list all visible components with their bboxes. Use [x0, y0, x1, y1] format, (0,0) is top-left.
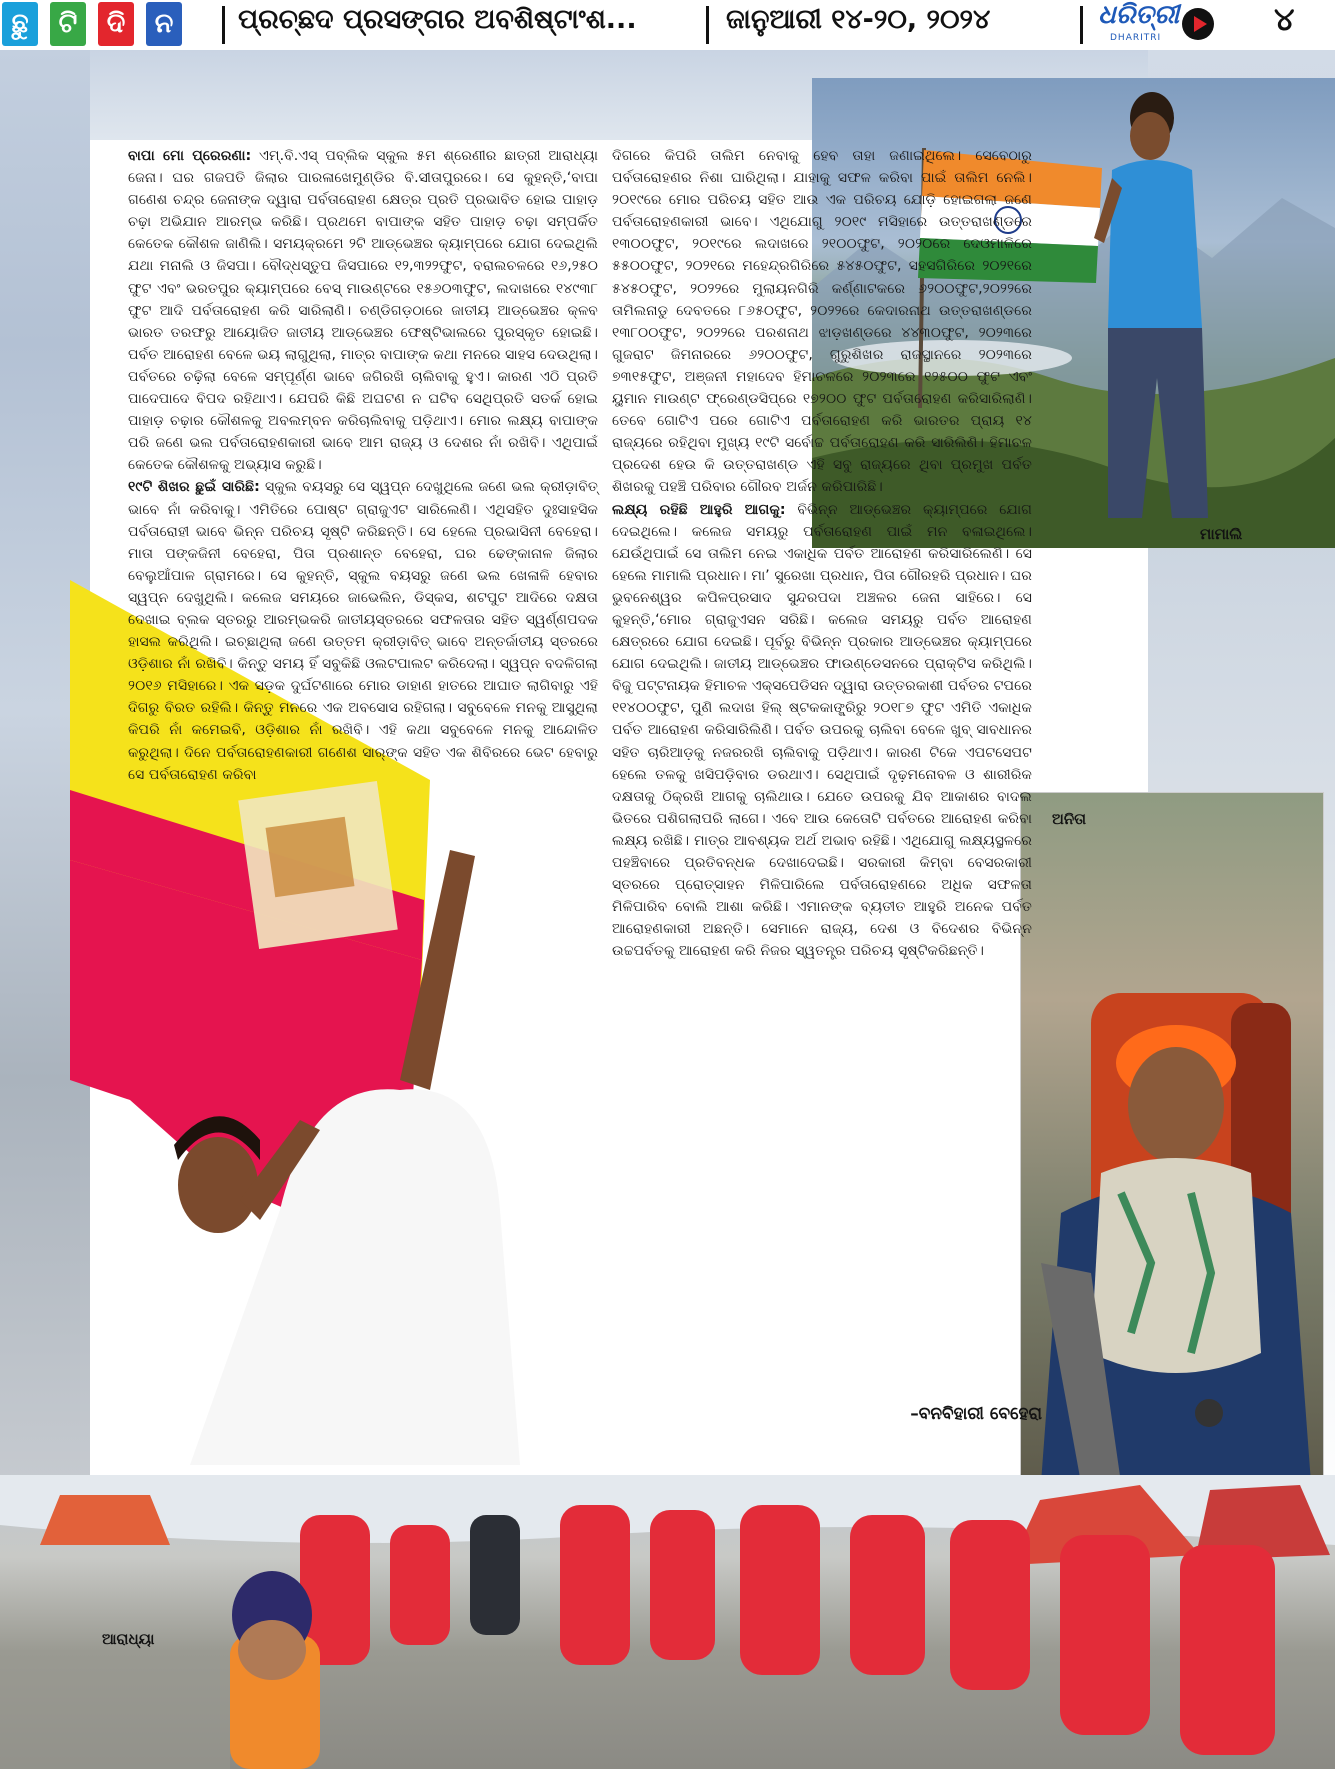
article-paragraph: [128, 145, 598, 476]
article-paragraph: [128, 476, 598, 785]
article-paragraph: [612, 499, 1032, 963]
subheading-goal-ahead: ଲକ୍ଷ୍ୟ ରହିଛି ଆହୁରି ଆଗକୁ:: [612, 501, 786, 518]
article-column-left: [128, 145, 598, 786]
masthead: [0, 0, 1335, 50]
brand-subtitle: DHARITRI: [1110, 33, 1162, 43]
article-body: [88, 145, 1148, 1475]
paragraph-text: ଦିଗରେ କିପରି ତାଲିମ ନେବାକୁ ହେବ ତାହା ଜଣାଇଥିଲେ। ସେବେଠାରୁ ପର୍ବତାରୋହଣର ନିଶା ଘାରିଥିଲା। ଯାହାକୁ ସଫଳ କରିବା ପାଇଁ ତାଲିମ ନେଲି। ୨୦୧୯ରେ ମୋର ପରିଚୟ ସହିତ ଆଉ ଏକ ପରିଚୟ ଯୋଡ଼ି ହୋଇଗଲା ଜଣେ ପର୍ବତାରୋହଣକାରୀ ଭାବେ। ଏଥିଯୋଗୁ ୨୦୧୯ ମସିହାରେ ଉତ୍ତରାଖଣ୍ଡରେ ୧୩୦୦ଫୁଟ, ୨୦୧୯ରେ ଲଦାଖରେ ୨୧୦୦ଫୁଟ, ୨୦୨୦ରେ ଦେଓମାଳିରେ ୫୫୦୦ଫୁଟ, ୨୦୨୧ରେ ମହେନ୍ଦ୍ରଗିରିରେ ୫୪୫୦ଫୁଟ, ସହସଗିରିରେ ୨୦୨୧ରେ ୫୪୫୦ଫୁଟ, ୨୦୨୨ରେ ମୁଲାୟନଗିରି କର୍ଣ୍ଣାଟକରେ ୬୨୦୦ଫୁଟ,୨୦୨୨ରେ ତାମିଲନାଡୁ ଦେବତରେ ୮୬୫୦ଫୁଟ, ୨୦୨୨ରେ କେଦାରନାଥ ଉତ୍ତରାଖଣ୍ଡରେ ୧୩୮୦୦ଫୁଟ, ୨୦୨୨ରେ ପରଶନାଥ ଝାଡ଼ଖଣ୍ଡରେ ୪୪୩୦ଫୁଟ, ୨୦୨୩ରେ ଗୁଜରାଟ ଜିମନାରରେ ୬୨୦୦ଫୁଟ, ଗୁରୁଶିଖର ରାଜସ୍ଥାନରେ ୨୦୨୩ରେ ୭୩୧୫ଫୁଟ, ଅଞ୍ଜନୀ ମହାଦେବ ହିମାଚଳରେ ୨୦୨୩ରେ ୧୨୫୦୦ ଫୁଟ ଏବଂ ୟୁମାନ ମାଉଣ୍ଟ ଫ୍ରେଣ୍ଡସିପ୍‌ରେ ୧୭୨୦୦ ଫୁଟ ପର୍ବତାରୋହଣ କରିସାରିଲାଣି। ତେବେ ଗୋଟିଏ ପରେ ଗୋଟିଏ ପର୍ବତାରୋହଣ କରି ଭାରତର ପ୍ରାୟ ୧୪ ରାଜ୍ୟରେ ରହିଥିବା ମୁଖ୍ୟ ୧୯ଟି ସର୍ବୋଚ୍ଚ ପର୍ବତାରୋହଣ କରି ସାରିଲିଣି। ହିମାଚଳ ପ୍ରଦେଶ ହେଉ କି ଉତ୍ତରାଖଣ୍ଡ ଏହି ସବୁ ରାଜ୍ୟରେ ଥିବା ପ୍ରମୁଖ ପର୍ବତ ଶିଖରକୁ ପହଞ୍ଚି ପରିବାର ଗୌରବ ଅର୍ଜନ କରିପାରିଛି।: [612, 148, 1032, 496]
logo-letter: ନ: [146, 2, 182, 46]
caption-mamali: ମାମାଲି: [1200, 525, 1243, 543]
logo-letter: ଦି: [98, 2, 134, 46]
byline: –ବନବିହାରୀ ବେହେରା: [910, 1404, 1042, 1424]
issue-date: ଜାନୁଆରୀ ୧୪-୨୦, ୨୦୨୪: [726, 4, 991, 35]
masthead-divider: [706, 6, 709, 44]
paragraph-text: ସ୍କୁଲ ବୟସରୁ ସେ ସ୍ୱପ୍ନ ଦେଖୁଥିଲେ ଜଣେ ଭଲ କ୍ରୀଡ଼ାବିତ୍‌ ଭାବେ ନାଁ କରିବାକୁ। ଏମିତିରେ ପୋଷ୍ଟ ଗ୍ରାଜୁଏଟ ସାରିଲେଣି। ଏଥିସହିତ ଦୁଃସାହସିକ ପର୍ବତାରୋହୀ ଭାବେ ଭିନ୍ନ ପରିଚୟ ସୃଷ୍ଟି କରିଛନ୍ତି। ସେ ହେଲେ ପ୍ରଭାସିନୀ ବେହେରା। ମାତା ପଙ୍କଜିନୀ ବେହେରା, ପିତା ପ୍ରଶାନ୍ତ ବେହେରା, ଘର ଢେଙ୍କାନାଳ ଜିଲାର ବେଲୁଆଁପାଳ ଗ୍ରାମରେ। ସେ କୁହନ୍ତି, ସ୍କୁଲ ବୟସରୁ ଜଣେ ଭଲ ଖେଳାଳି ହେବାର ସ୍ୱପ୍ନ ଦେଖୁଥିଲି। କଲେଜ ସମୟରେ ଜାଭେଲିନ, ଡିସ୍କସ, ଶଟପୁଟ ଆଦିରେ ଦକ୍ଷତା ଦେଖାଇ ବ୍ଲକ ସ୍ତରରୁ ଆରମ୍ଭକରି ଜାତୀୟସ୍ତରରେ ସଫଳତାର ସହିତ ସ୍ୱର୍ଣ୍ଣପଦକ ହାସଲ କରିଥିଲି। ଇଚ୍ଛାଥିଲା ଜଣେ ଉତ୍ତମ କ୍ରୀଡ଼ାବିତ୍‌ ଭାବେ ଅନ୍ତର୍ଜାତୀୟ ସ୍ତରରେ ଓଡ଼ିଶାର ନାଁ ରଖିବି। କିନ୍ତୁ ସମୟ ହିଁ ସବୁକିଛି ଓଲଟପାଲଟ କରିଦେଲା। ସ୍ୱପ୍ନ ବଦଳିଗଲା ୨୦୧୬ ମସିହାରେ। ଏକ ସଡ଼କ ଦୁର୍ଘଟଣାରେ ମୋର ଡାହାଣ ହାତରେ ଆଘାତ ଲାଗିବାରୁ ଏହି ଦିଗରୁ ବିରତ ରହିଲି। କିନ୍ତୁ ମନରେ ଏକ ଅବସୋସ ରହିଗଲା। ସବୁବେଳେ ମନକୁ ଆସୁଥିଲା କିପରି ନାଁ କମେଇବି, ଓଡ଼ିଶାର ନାଁ ରଖିବି। ଏହି କଥା ସବୁବେଳେ ମନକୁ ଆନ୍ଦୋଳିତ କରୁଥିଲା। ଦିନେ ପର୍ବତାରୋହଣକାରୀ ଗଣେଶ ସାର୍‌ଙ୍କ ସହିତ ଏକ ଶିବିରରେ ଭେଟ ହେବାରୁ ସେ ପର୍ବତାରୋହଣ କରିବା: [128, 479, 598, 783]
page-number: ୪: [1274, 0, 1295, 38]
paragraph-text: ବିଭିନ୍ନ ଆଡ୍‌ଭେଞ୍ଚର କ୍ୟାମ୍ପରେ ଯୋଗ ଦେଇଥିଲେ। କଲେଜ ସମୟରୁ ପର୍ବତାରୋହଣ ପାଇଁ ମନ ବଳାଇଥିଲେ। ଯେଉଁଥିପାଇଁ ସେ ତାଲିମ ନେଇ ଏକାଧିକ ପର୍ବତ ଆରୋହଣ କରିସାରିଲେଣି। ସେ ହେଲେ ମାମାଲି ପ୍ରଧାନ। ମା’ ସୁରେଖା ପ୍ରଧାନ, ପିତା ଗୌରହରି ପ୍ରଧାନ। ଘର ଭୁବନେଶ୍ୱର କପିଳପ୍ରସାଦ ସୁନ୍ଦରପଦା ଅଞ୍ଚଳର ଜେନା ସାହିରେ। ସେ କୁହନ୍ତି,‘ମୋର ଗ୍ରାଜୁଏସନ ସରିଛି। କଲେଜ ସମୟରୁ ପର୍ବତ ଆରୋହଣ କ୍ଷେତ୍ରରେ ଯୋଗ ଦେଇଛି। ପୂର୍ବରୁ ବିଭିନ୍ନ ପ୍ରକାର ଆଡ୍‌ଭେଞ୍ଚର କ୍ୟାମ୍ପରେ ଯୋଗ ଦେଇଥିଲି। ଜାତୀୟ ଆଡ୍‌ଭେଞ୍ଚର ଫାଉଣ୍ଡେସନରେ ପ୍ରାକ୍ଟିସ କରିଥିଲି। ବିଜୁ ପଟ୍ଟନାୟକ ହିମାଚଳ ଏକ୍ସପେଡିସନ ଦ୍ୱାରା ଉତ୍ତରକାଶୀ ପର୍ବତର ଟପରେ ୧୧୪୦୦ଫୁଟ, ପୁଣି ଲଦାଖ ହିଲ୍ ଷ୍ଟକକାଙ୍ଗ୍ରିରୁ ୨୦୧୮୭ ଫୁଟ ଏମିତି ଏକାଧିକ ପର୍ବତ ଆରୋହଣ କରିସାରିଲିଣି। ପର୍ବତ ଉପରକୁ ଚାଲିବା ବେଳେ ଖୁବ୍ ସାବଧାନର ସହିତ ଚାରିଆଡ଼କୁ ନଜରରଖି ଚାଲିବାକୁ ପଡ଼ିଥାଏ। କାରଣ ଟିକେ ଏପଟସେପଟ ହେଲେ ତଳକୁ ଖସିପଡ଼ିବାର ଡରଥାଏ। ସେଥିପାଇଁ ଦୃଢ଼ମନୋବଳ ଓ ଶାରୀରିକ ଦକ୍ଷତାକୁ ଠିକ୍‌ରଖି ଆଗକୁ ଚାଲିଥାଉ। ଯେତେ ଉପରକୁ ଯିବ ଆକାଶର ବାଦଲ ଭିତରେ ପଶିଗଲାପରି ଲାଗେ। ଏବେ ଆଉ କେତୋଟି ପର୍ବତରେ ଆରୋହଣ କରିବା ଲକ୍ଷ୍ୟ ରଖିଛି। ମାତ୍ର ଆବଶ୍ୟକ ଅର୍ଥ ଅଭାବ ରହିଛି। ଏଥିଯୋଗୁ ଲକ୍ଷ୍ୟସ୍ଥଳରେ ପହଞ୍ଚିବାରେ ପ୍ରତିବନ୍ଧକ ଦେଖାଦେଇଛି। ସରକାରୀ କିମ୍ବା ବେସରକାରୀ ସ୍ତରରେ ପ୍ରୋତ୍ସାହନ ମିଳିପାରିଲେ ପର୍ବତାରୋହଣରେ ଅଧିକ ସଫଳତା ମିଳିପାରିବ ବୋଲି ଆଶା କରିଛି। ଏମାନଙ୍କ ବ୍ୟତୀତ ଆହୁରି ଅନେକ ପର୍ବତ ଆରୋହଣକାରୀ ଅଛନ୍ତି। ସେମାନେ ରାଜ୍ୟ, ଦେଶ ଓ ବିଦେଶର ବିଭିନ୍ନ ଉଚ୍ଚପର୍ବତକୁ ଆରୋହଣ କରି ନିଜର ସ୍ୱତନ୍ତ୍ର ପରିଚୟ ସୃଷ୍ଟିକରିଛନ୍ତି।: [612, 501, 1032, 960]
caption-anita: ଅନିତା: [1052, 810, 1087, 828]
masthead-divider: [1080, 6, 1083, 44]
play-icon: [1182, 8, 1214, 40]
subheading-19-peaks: ୧୯ଟି ଶିଖର ଛୁଇଁ ସାରିଛି:: [128, 479, 260, 496]
photo-camp-illustration: [0, 1475, 1335, 1769]
article-paragraph: [612, 145, 1032, 499]
masthead-divider: [222, 6, 225, 44]
photo-trekking-camp: [0, 1475, 1335, 1769]
logo-letter: ଟି: [50, 2, 86, 46]
brand-logo: ଧରିତ୍ରୀ: [1098, 0, 1180, 30]
subheading-bapa-mo-prerana: ବାପା ମୋ ପ୍ରେରଣା:: [128, 148, 252, 164]
logo-letter: ଛୁ: [2, 2, 38, 46]
caption-aradhya: ଆରାଧ୍ୟା: [102, 1630, 155, 1648]
section-title: ପ୍ରଚ୍ଛଦ ପ୍ରସଙ୍ଗର ଅବଶିଷ୍ଟାଂଶ...: [238, 4, 637, 35]
article-column-right: [612, 145, 1032, 962]
paragraph-text: ଏମ୍‌.ବି.ଏସ୍ ପବ୍ଲିକ ସ୍କୁଲ ୫ମ ଶ୍ରେଣୀର ଛାତ୍ରୀ ଆରାଧ୍ୟା ଜେନା। ଘର ଗଜପତି ଜିଲାର ପାରଳାଖେମୁଣ୍ଡିର ବି.ସୀତାପୁରରେ। ସେ କୁହନ୍ତି,‘ବାପା ଗଣେଶ ଚନ୍ଦ୍ର ଜେନାଙ୍କ ଦ୍ୱାରା ପର୍ବତାରୋହଣ କ୍ଷେତ୍ର ପ୍ରତି ପ୍ରଭାବିତ ହୋଇ ପାହାଡ଼ ଚଢ଼ା ଅଭିଯାନ ଆରମ୍ଭ କରିଛି। ପ୍ରଥମେ ବାପାଙ୍କ ସହିତ ପାହାଡ଼ ଚଢ଼ା ସମ୍ପର୍କିତ କେତେକ କୌଶଳ ଜାଣିଲି। ସମୟକ୍ରମେ ୨ଟି ଆଡ୍‌ଭେଞ୍ଚର କ୍ୟାମ୍ପରେ ଯୋଗ ଦେଇଥିଲି ଯଥା ମନାଲି ଓ ଜିସପା। ବୌଦ୍ଧସ୍ତୁପ ଜିସପାରେ ୧୨,୩୨୨ଫୁଟ, ବରାଲଚଳରେ ୧୬,୨୫୦ ଫୁଟ ଏବଂ ଭରତପୁର କ୍ୟାମ୍ପରେ ବେସ୍ ମାଉଣ୍ଟରେ ୧୫୬୦୩ଫୁଟ, ଲଦାଖରେ ୧୪୯୩୮ ଫୁଟ ଆଦି ପର୍ବତାରୋହଣ କରି ସାରିଲାଣି। ଚଣ୍ଡିଗଡ଼ଠାରେ ଜାତୀୟ ଆଡ୍‌ଭେଞ୍ଚର କ୍ଳବ ଭାରତ ତରଫରୁ ଆୟୋଜିତ ଜାତୀୟ ଆଡ୍‌ଭେଞ୍ଚର ଫେଷ୍ଟିଭାଲରେ ପୁରସ୍କୃତ ହୋଇଛି। ପର୍ବତ ଆରୋହଣ ବେଳେ ଭୟ ଲାଗୁଥିଲା, ମାତ୍ର ବାପାଙ୍କ କଥା ମନରେ ସାହସ ଦେଉଥିଲା। ପର୍ବତରେ ଚଢ଼ିଲା ବେଳେ ସମ୍ପୂର୍ଣ୍ଣ ଭାବେ ଜଗିରଖି ଚାଲିବାକୁ ହୁଏ। କାରଣ ଏଠି ପ୍ରତି ପାଦେପାଦେ ବିପଦ ରହିଥାଏ। ଯେପରି କିଛି ଅଘଟଣ ନ ଘଟିବ ସେଥିପ୍ରତି ସତର୍କ ହୋଇ ପାହାଡ଼ ଚଢ଼ାର କୌଶଳକୁ ଅବଲମ୍ବନ କରିଚାଲିବାକୁ ପଡ଼ିଥାଏ। ମୋର ଲକ୍ଷ୍ୟ ବାପାଙ୍କ ପରି ଜଣେ ଭଲ ପର୍ବତାରୋହଣକାରୀ ଭାବେ ଆମ ରାଜ୍ୟ ଓ ଦେଶର ନାଁ ରଖିବି। ଏଥିପାଇଁ କେତେକ କୌଶଳକୁ ଅଭ୍ୟାସ କରୁଛି।: [128, 148, 598, 474]
